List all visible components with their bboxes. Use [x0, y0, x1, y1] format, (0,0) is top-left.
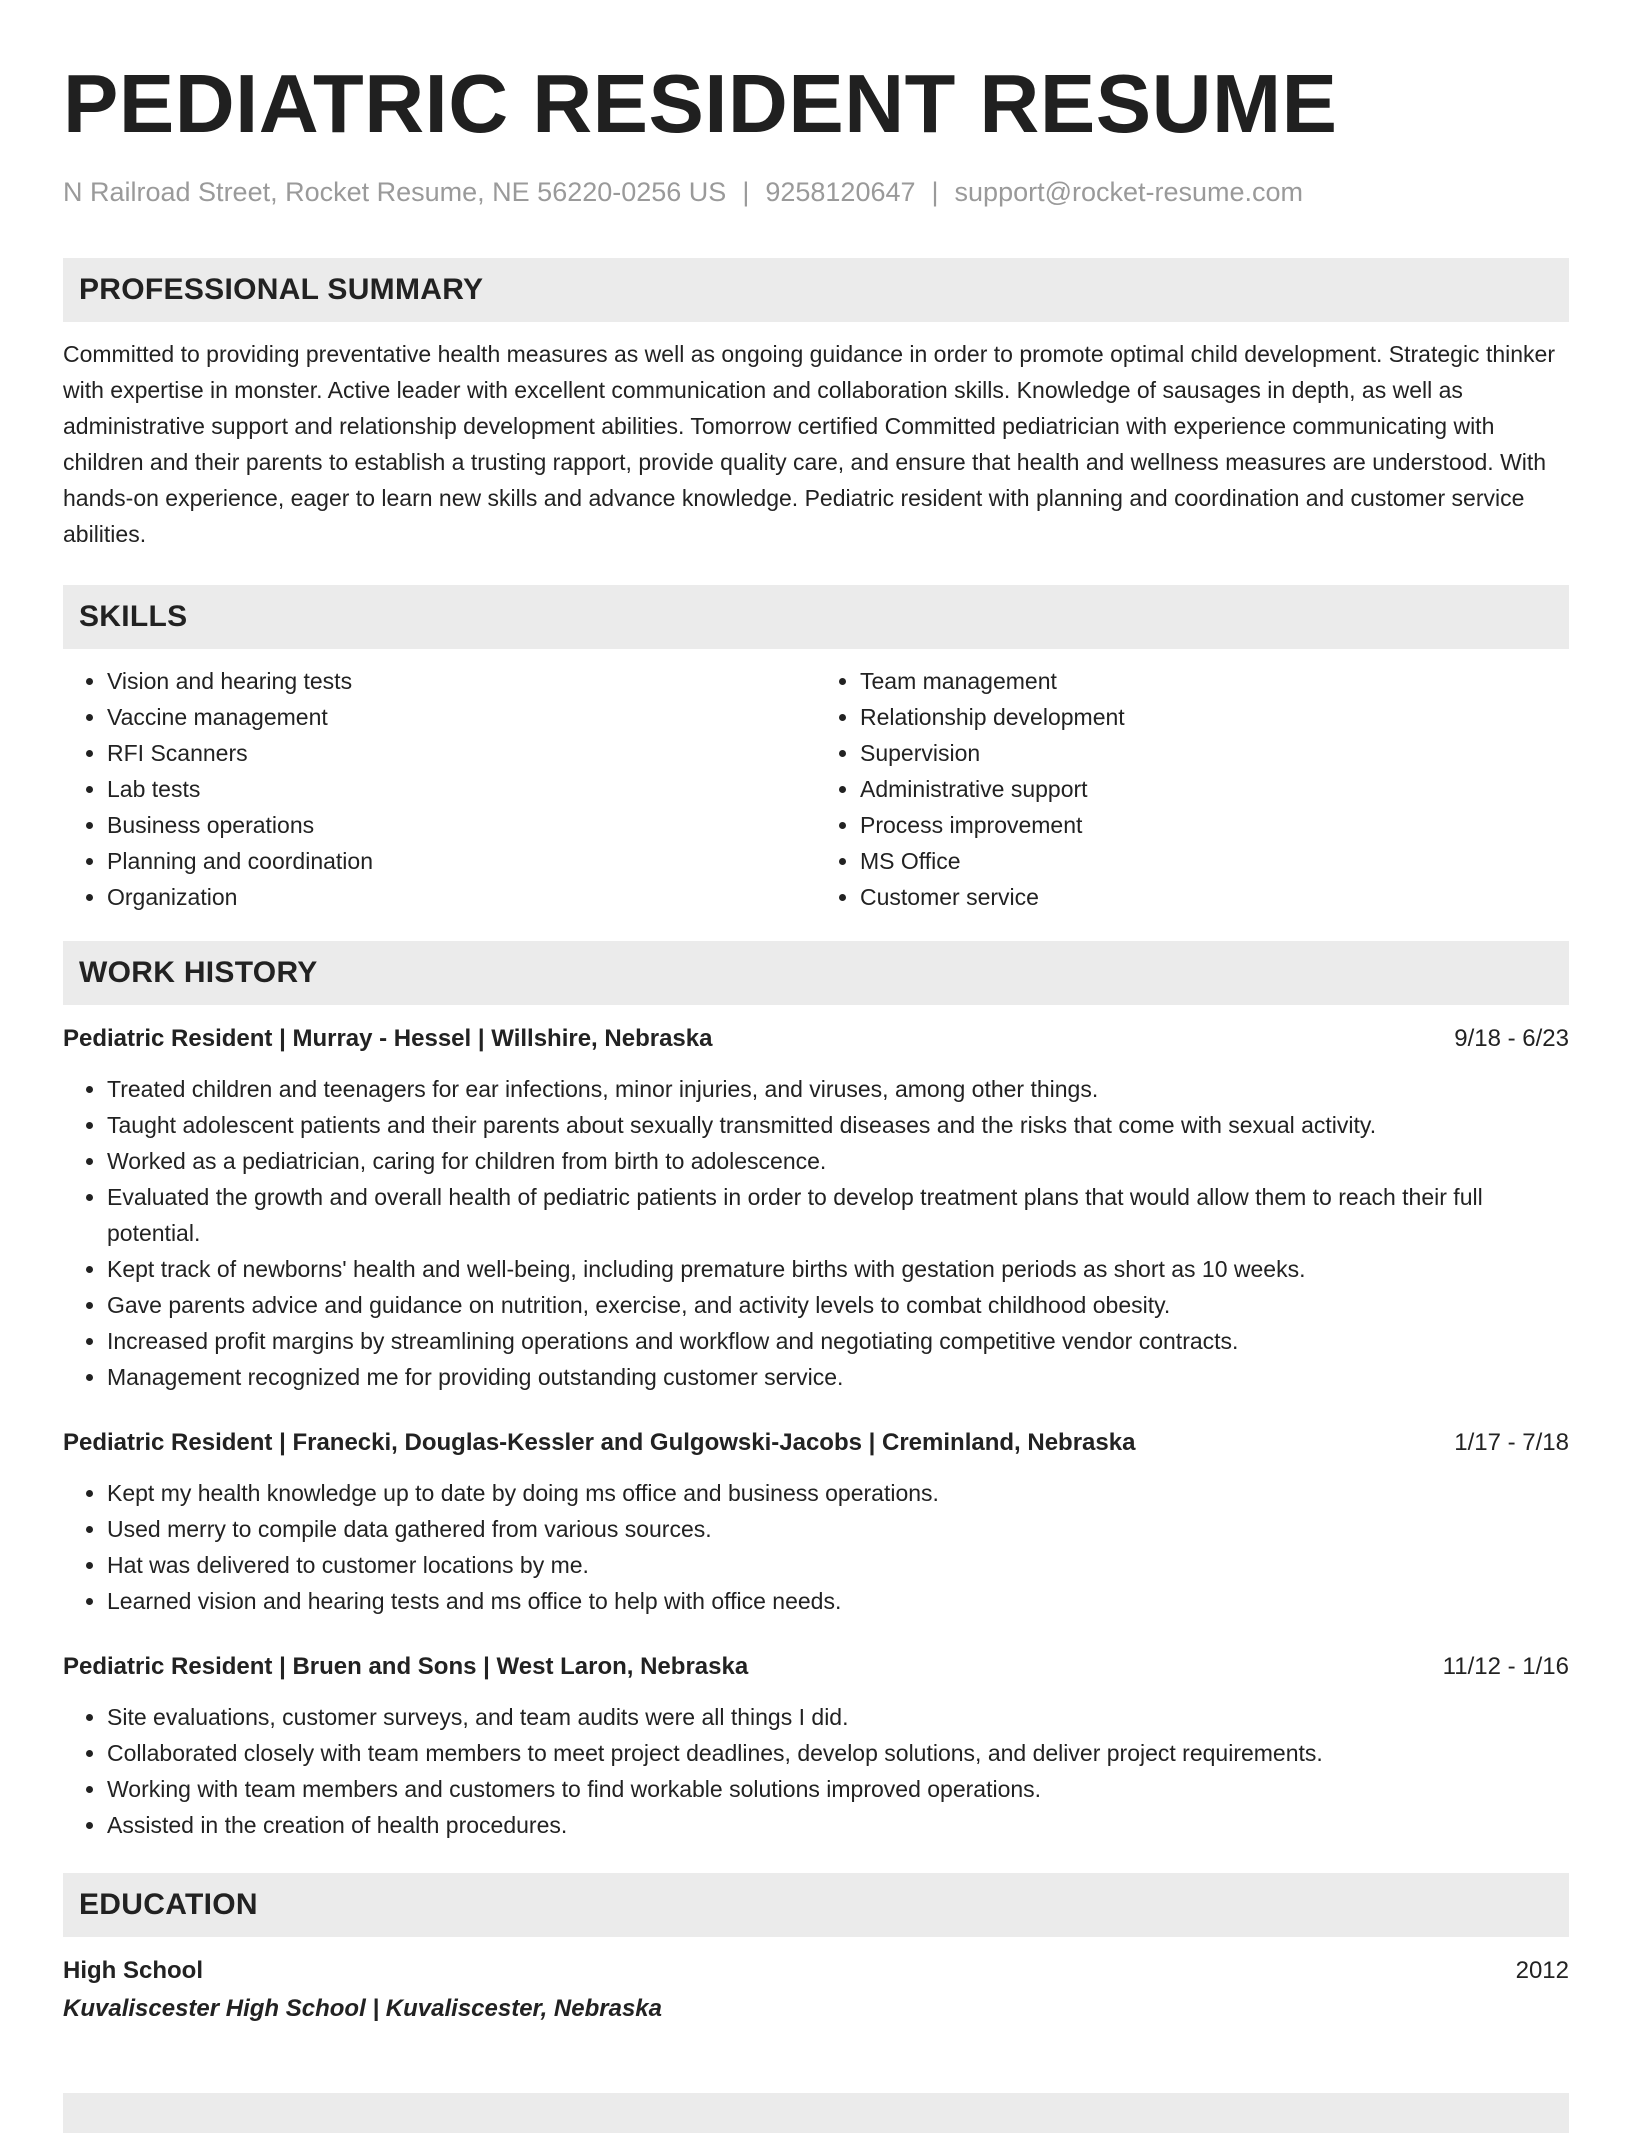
job-bullets — [63, 1699, 1569, 1843]
section-header-summary: PROFESSIONAL SUMMARY — [63, 258, 1569, 322]
job-bullet: • Treated children and teenagers for ear infections, minor injuries, and viruses, among other things. — [107, 1071, 1569, 1107]
job-bullet: • Gave parents advice and guidance on nutrition, exercise, and activity levels to combat childhood obesity. — [107, 1287, 1569, 1323]
job-bullet: • Management recognized me for providing outstanding customer service. — [107, 1359, 1569, 1395]
job-bullets — [63, 1071, 1569, 1395]
job-dates: 11/12 - 1/16 — [1442, 1653, 1569, 1680]
job-bullet: • Learned vision and hearing tests and ms office to help with office needs. — [107, 1583, 1569, 1619]
job-title: Pediatric Resident | Bruen and Sons | West Laron, Nebraska — [63, 1653, 749, 1680]
skills-column-right — [816, 663, 1569, 915]
skills-list — [63, 663, 1569, 915]
section-header-cutoff — [63, 2093, 1569, 2133]
skill-item: • Supervision — [860, 735, 1569, 771]
skill-item: • Lab tests — [107, 771, 816, 807]
skill-item: • Vision and hearing tests — [107, 663, 816, 699]
skill-item: • Relationship development — [860, 699, 1569, 735]
skills-column-left — [63, 663, 816, 915]
job-bullet: • Assisted in the creation of health procedures. — [107, 1807, 1569, 1843]
job-header — [63, 1649, 1569, 1685]
section-header-education: EDUCATION — [63, 1873, 1569, 1937]
skill-item: • Process improvement — [860, 807, 1569, 843]
job-entry — [63, 1425, 1569, 1619]
skill-item: • Planning and coordination — [107, 843, 816, 879]
skill-item: • Administrative support — [860, 771, 1569, 807]
skill-item: • Vaccine management — [107, 699, 816, 735]
job-bullet: • Taught adolescent patients and their parents about sexually transmitted diseases and the risks that come with sexual activity. — [107, 1107, 1569, 1143]
education-degree: High School — [63, 1957, 203, 1984]
skill-item: • Customer service — [860, 879, 1569, 915]
summary-text: Committed to providing preventative health measures as well as ongoing guidance in order to promote optimal child development. Strategic thinker with expertise in monster. Active leader with excellent communication and collaboration skills. Knowledge of sausages in depth, as well as administrative support and relationship development abilities. Tomorrow certified Committed pediatrician with experience communicating with children and their parents to establish a trusting rapport, provide quality care, and ensure that health and wellness measures are understood. With hands-on experience, eager to learn new skills and advance knowledge. Pediatric resident with planning and coordination and customer service abilities. — [63, 341, 1555, 547]
job-bullet: • Kept my health knowledge up to date by doing ms office and business operations. — [107, 1475, 1569, 1511]
job-title: Pediatric Resident | Franecki, Douglas-Kessler and Gulgowski-Jacobs | Creminland, Nebraska — [63, 1429, 1136, 1456]
job-entry — [63, 1649, 1569, 1843]
job-entry — [63, 1021, 1569, 1395]
job-bullet: • Site evaluations, customer surveys, and team audits were all things I did. — [107, 1699, 1569, 1735]
job-bullet: • Worked as a pediatrician, caring for children from birth to adolescence. — [107, 1143, 1569, 1179]
job-dates: 9/18 - 6/23 — [1454, 1025, 1569, 1052]
contact-email: support@rocket-resume.com — [954, 177, 1304, 207]
contact-phone: 9258120647 — [765, 177, 916, 207]
education-year: 2012 — [1515, 1957, 1569, 1984]
contact-separator: | — [742, 177, 750, 207]
section-header-skills: SKILLS — [63, 585, 1569, 649]
job-bullet: • Evaluated the growth and overall health of pediatric patients in order to develop treatment plans that would allow them to reach their full potential. — [107, 1179, 1569, 1251]
education-entry — [63, 1953, 1569, 2027]
job-bullet: • Kept track of newborns' health and well-being, including premature births with gestation periods as short as 10 weeks. — [107, 1251, 1569, 1287]
job-bullet: • Working with team members and customers to find workable solutions improved operations. — [107, 1771, 1569, 1807]
resume-title: PEDIATRIC RESIDENT RESUME — [63, 57, 1338, 150]
job-bullets — [63, 1475, 1569, 1619]
job-bullet: • Increased profit margins by streamlining operations and workflow and negotiating competitive vendor contracts. — [107, 1323, 1569, 1359]
job-dates: 1/17 - 7/18 — [1454, 1429, 1569, 1456]
contact-separator: | — [931, 177, 939, 207]
section-header-work-history: WORK HISTORY — [63, 941, 1569, 1005]
job-bullet: • Collaborated closely with team members to meet project deadlines, develop solutions, and deliver project requirements. — [107, 1735, 1569, 1771]
skill-item: • RFI Scanners — [107, 735, 816, 771]
job-title: Pediatric Resident | Murray - Hessel | Willshire, Nebraska — [63, 1025, 713, 1052]
contact-line — [63, 174, 1569, 210]
education-school: Kuvaliscester High School | Kuvaliscester, Nebraska — [63, 1995, 662, 2022]
skill-item: • MS Office — [860, 843, 1569, 879]
job-header — [63, 1021, 1569, 1057]
job-bullet: • Hat was delivered to customer locations by me. — [107, 1547, 1569, 1583]
skill-item: • Business operations — [107, 807, 816, 843]
job-header — [63, 1425, 1569, 1461]
skill-item: • Team management — [860, 663, 1569, 699]
education-header — [63, 1953, 1569, 1989]
job-bullet: • Used merry to compile data gathered from various sources. — [107, 1511, 1569, 1547]
skill-item: • Organization — [107, 879, 816, 915]
contact-address: N Railroad Street, Rocket Resume, NE 56220-0256 US — [63, 177, 727, 207]
